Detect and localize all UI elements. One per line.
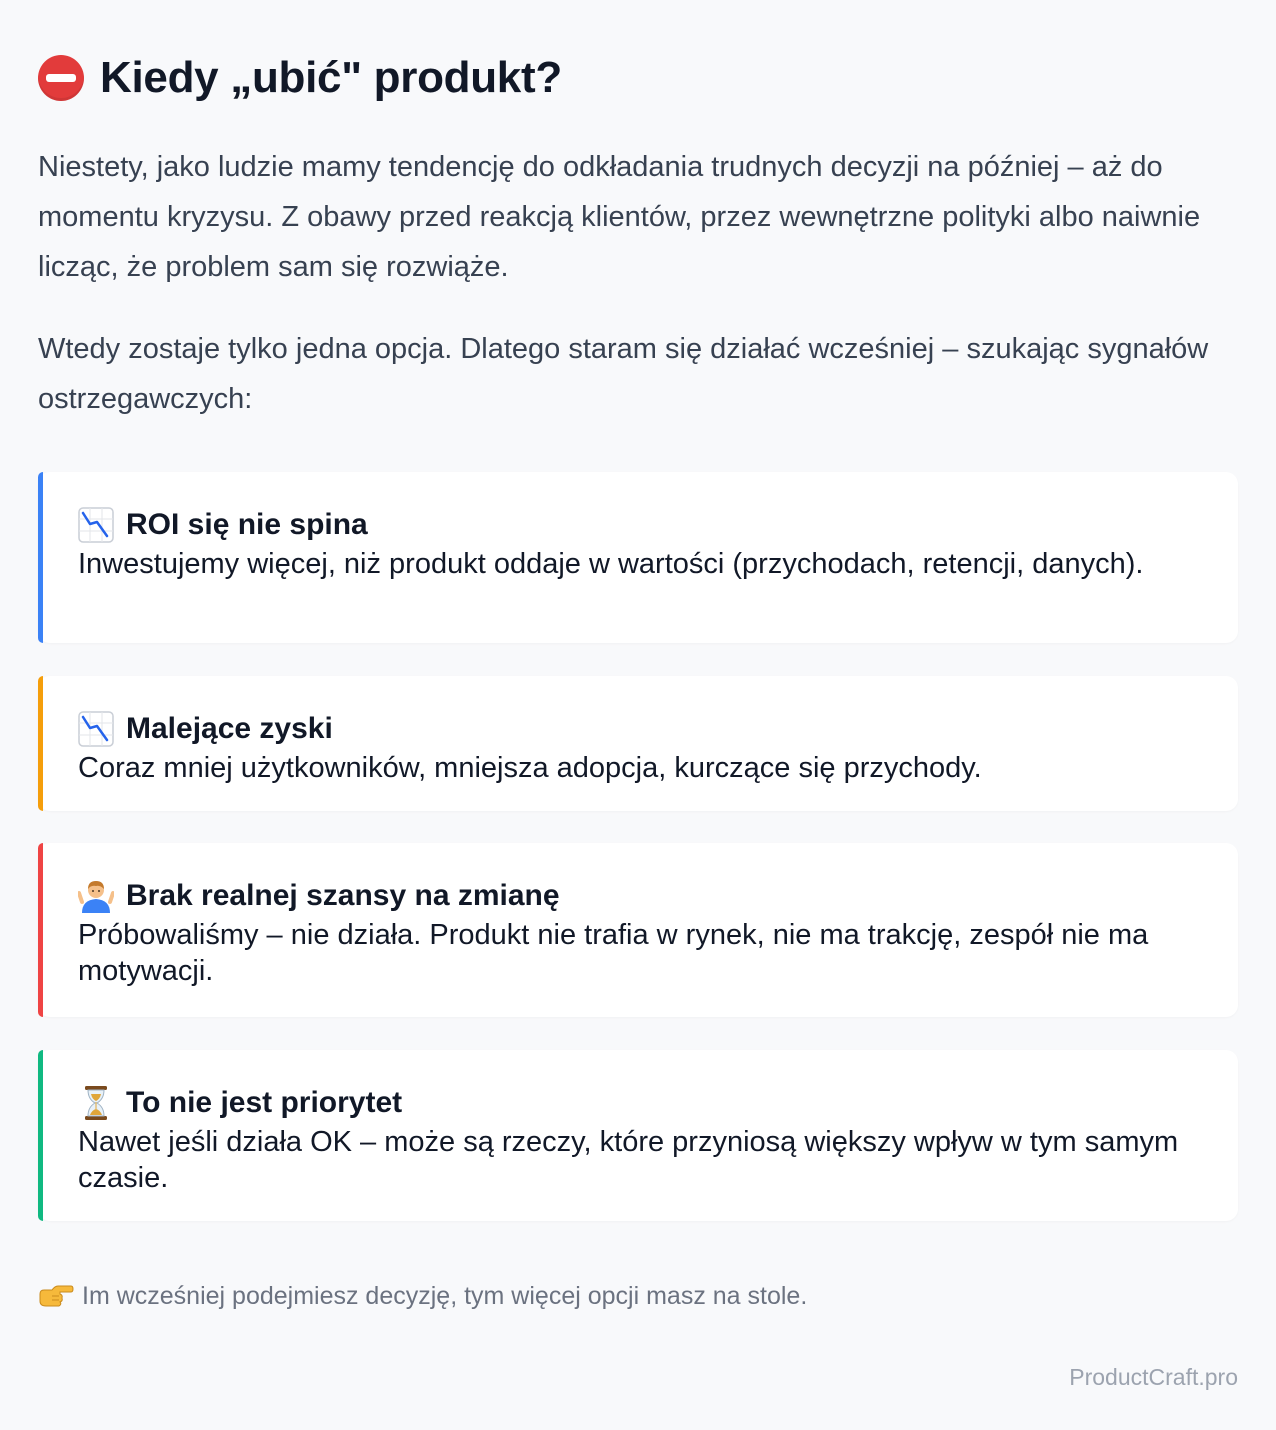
intro-paragraph: Wtedy zostaje tylko jedna opcja. Dlatego staram się działać wcześniej – szukając sygnałów ostrzegawczych: xyxy=(38,333,1209,415)
card-header xyxy=(78,506,1202,544)
card-body: Inwestujemy więcej, niż produkt oddaje w wartości (przychodach, retencji, danych). xyxy=(78,548,1144,580)
chart-decreasing-icon xyxy=(78,507,114,543)
card-body: Nawet jeśli działa OK – może są rzeczy, które przyniosą większy wpływ w tym samym czasie. xyxy=(78,1126,1179,1194)
pointing-right-icon xyxy=(38,1282,74,1310)
header xyxy=(38,48,562,108)
card-title: Malejące zyski xyxy=(126,712,333,745)
hourglass-icon xyxy=(78,1085,114,1121)
card-header xyxy=(78,1084,1202,1122)
card-title: ROI się nie spina xyxy=(126,508,368,541)
signal-card xyxy=(38,1050,1238,1221)
intro-paragraph: Niestety, jako ludzie mamy tendencję do odkładania trudnych decyzji na później – aż do momentu kryzysu. Z obawy przed reakcją klientów, przez wewnętrzne polityki albo naiwnie licząc, że problem sam się rozwiąże. xyxy=(38,151,1201,283)
card-body: Coraz mniej użytkowników, mniejsza adopcja, kurczące się przychody. xyxy=(78,752,982,784)
article xyxy=(38,0,1238,1430)
signal-card xyxy=(38,843,1238,1017)
card-body: Próbowaliśmy – nie działa. Produkt nie trafia w rynek, nie ma trakcję, zespół nie ma motywacji. xyxy=(78,919,1149,987)
signal-card xyxy=(38,472,1238,643)
card-title: To nie jest priorytet xyxy=(126,1086,403,1119)
tip-text: Im wcześniej podejmiesz decyzję, tym więcej opcji masz na stole. xyxy=(82,1282,808,1310)
brand-footer: ProductCraft.pro xyxy=(1069,1364,1238,1390)
card-header xyxy=(78,710,1202,748)
chart-decreasing-icon xyxy=(78,711,114,747)
card-header xyxy=(78,877,1202,915)
tip xyxy=(38,1276,807,1316)
person-shrugging-icon xyxy=(78,878,114,914)
page-title: Kiedy „ubić" produkt? xyxy=(100,53,562,102)
no-entry-icon xyxy=(38,55,84,101)
signal-card xyxy=(38,676,1238,811)
card-title: Brak realnej szansy na zmianę xyxy=(126,879,560,912)
